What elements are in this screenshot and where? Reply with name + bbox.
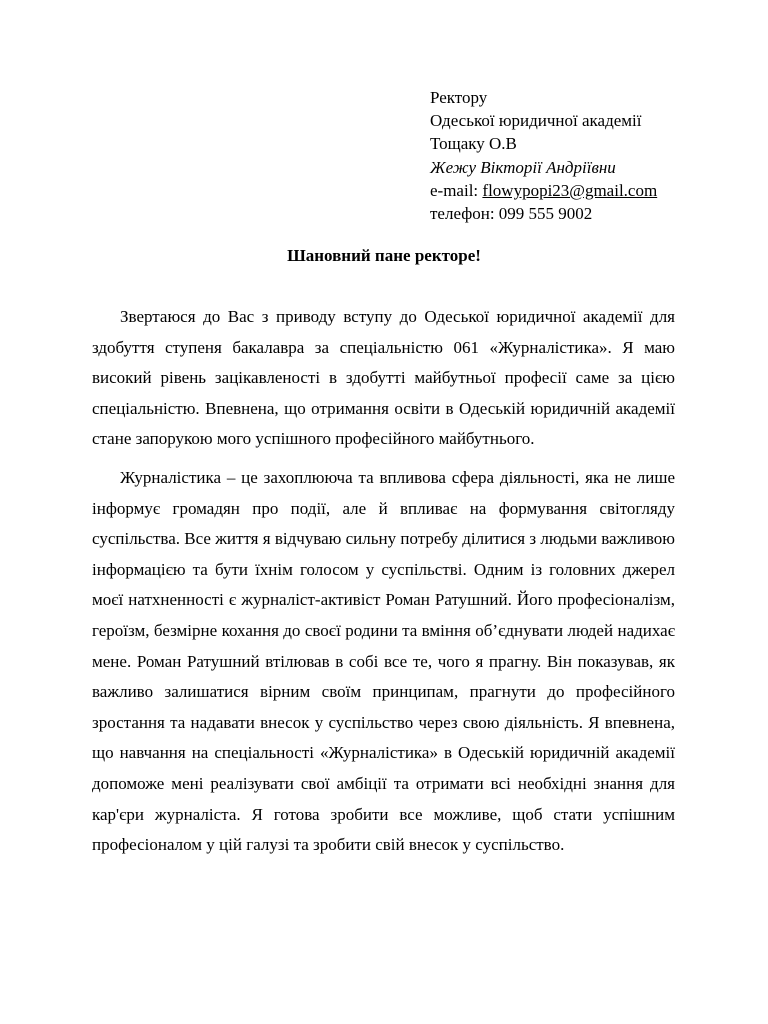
sender-phone: телефон: 099 555 9002 <box>430 204 593 224</box>
email-label: e-mail: <box>430 180 483 200</box>
sender-email-line <box>430 179 750 202</box>
addressee-rector-name: Тощаку О.В <box>430 134 517 154</box>
email-link[interactable]: flowypopi23@gmail.com <box>482 180 658 200</box>
addressee-title: Ректору <box>430 88 488 107</box>
paragraph-intro: Звертаюся до Вас з приводу вступу до Одеської юридичної академії для здобуття ступеня бакалавра за спеціальністю 061 «Журналістика». Я маю високий рівень зацікавленості в здобутті майбутньої професії саме за цією спеціальністю. Впевнена, що отримання освіти в Одеській юридичній академії стане запорукою мого успішного професійного майбутнього. <box>92 307 675 449</box>
paragraph-motivation: Журналістика – це захоплююча та впливова сфера діяльності, яка не лише інформує громадян про події, але й впливає на формування світогляду суспільства. Все життя я відчуваю сильну потребу ділитися з людьми важливою інформацією та бути їхнім голосом у суспільстві. Одним із головних джерел моєї натхненності є журналіст-активіст Роман Ратушний. Його професіоналізм, героїзм, безмірне кохання до своєї родини та вміння об’єднувати людей надихає мене. Роман Ратушний втілював в собі все те, чого я прагну. Він показував, як важливо залишатися вірним своїм принципам, прагнути до професійного зростання та надавати внесок у суспільство через свою діяльність. Я впевнена, що навчання на спеціальності «Журналістика» в Одеській юридичній академії допоможе мені реалізувати свої амбіції та отримати всі необхідні знання для кар'єри журналіста. Я готова зробити все можливе, щоб стати успішним професіоналом у цій галузі та зробити свій внесок у суспільство. <box>92 467 675 855</box>
addressee-block <box>430 86 750 225</box>
sender-name: Жежу Вікторії Андріївни <box>430 157 616 177</box>
letter-body <box>92 302 675 869</box>
salutation-heading: Шановний пане ректоре! <box>287 246 481 265</box>
addressee-institution: Одеської юридичної академії <box>430 111 642 131</box>
